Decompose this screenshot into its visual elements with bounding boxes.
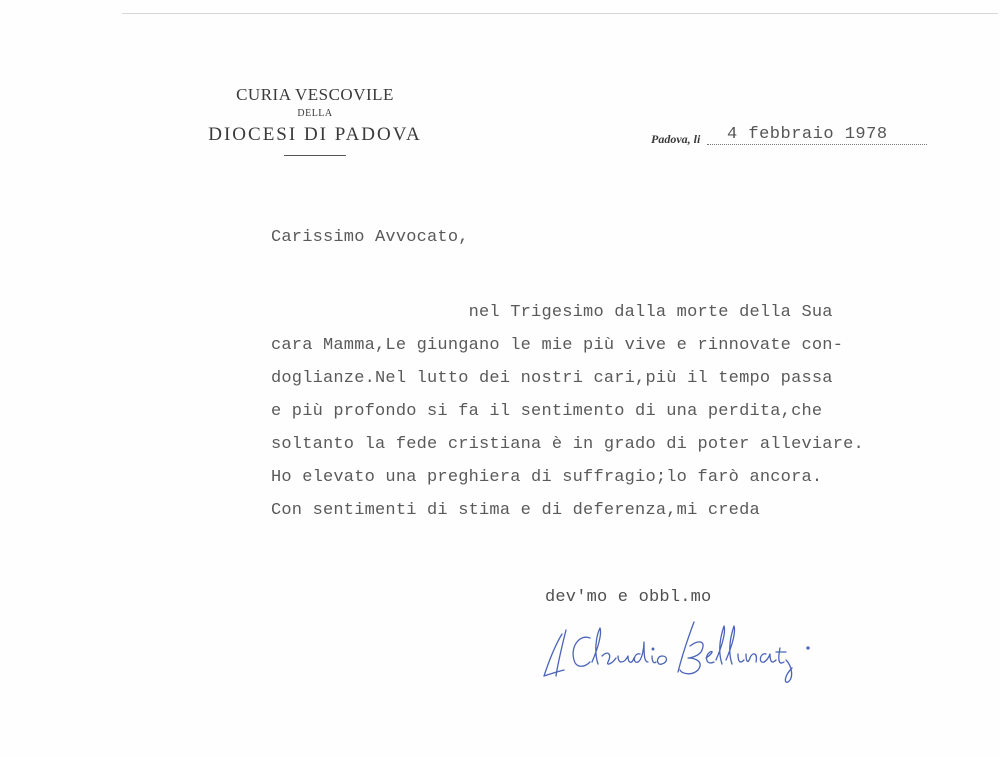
letterhead-curia: CURIA VESCOVILE: [236, 85, 394, 104]
dateline: [651, 124, 931, 148]
page-top-edge: [122, 13, 998, 14]
closing: dev'mo e obbl.mo: [545, 588, 712, 607]
letterhead-divider: [284, 155, 346, 156]
date-value: 4 febbraio 1978: [727, 125, 888, 144]
letterhead: [185, 84, 445, 156]
handwritten-signature: [540, 612, 830, 684]
body-line: e più profondo si fa il sentimento di una perdita,che: [271, 402, 823, 421]
letterhead-della: DELLA: [297, 108, 333, 119]
body-line: Ho elevato una preghiera di suffragio;lo farò ancora.: [271, 468, 823, 487]
body-line: soltanto la fede cristiana è in grado di poter alleviare.: [271, 435, 864, 454]
signature-icon: [540, 612, 830, 684]
salutation: Carissimo Avvocato,: [271, 228, 469, 247]
letterhead-diocese: DIOCESI DI PADOVA: [208, 124, 422, 145]
date-label: Padova, li: [651, 132, 701, 146]
body-line: nel Trigesimo dalla morte della Sua: [271, 303, 833, 322]
body-line: Con sentimenti di stima e di deferenza,mi creda: [271, 501, 760, 520]
body-line: doglianze.Nel lutto dei nostri cari,più il tempo passa: [271, 369, 833, 388]
body-line: cara Mamma,Le giungano le mie più vive e rinnovate con-: [271, 336, 844, 355]
date-dotted-line: [707, 144, 927, 145]
